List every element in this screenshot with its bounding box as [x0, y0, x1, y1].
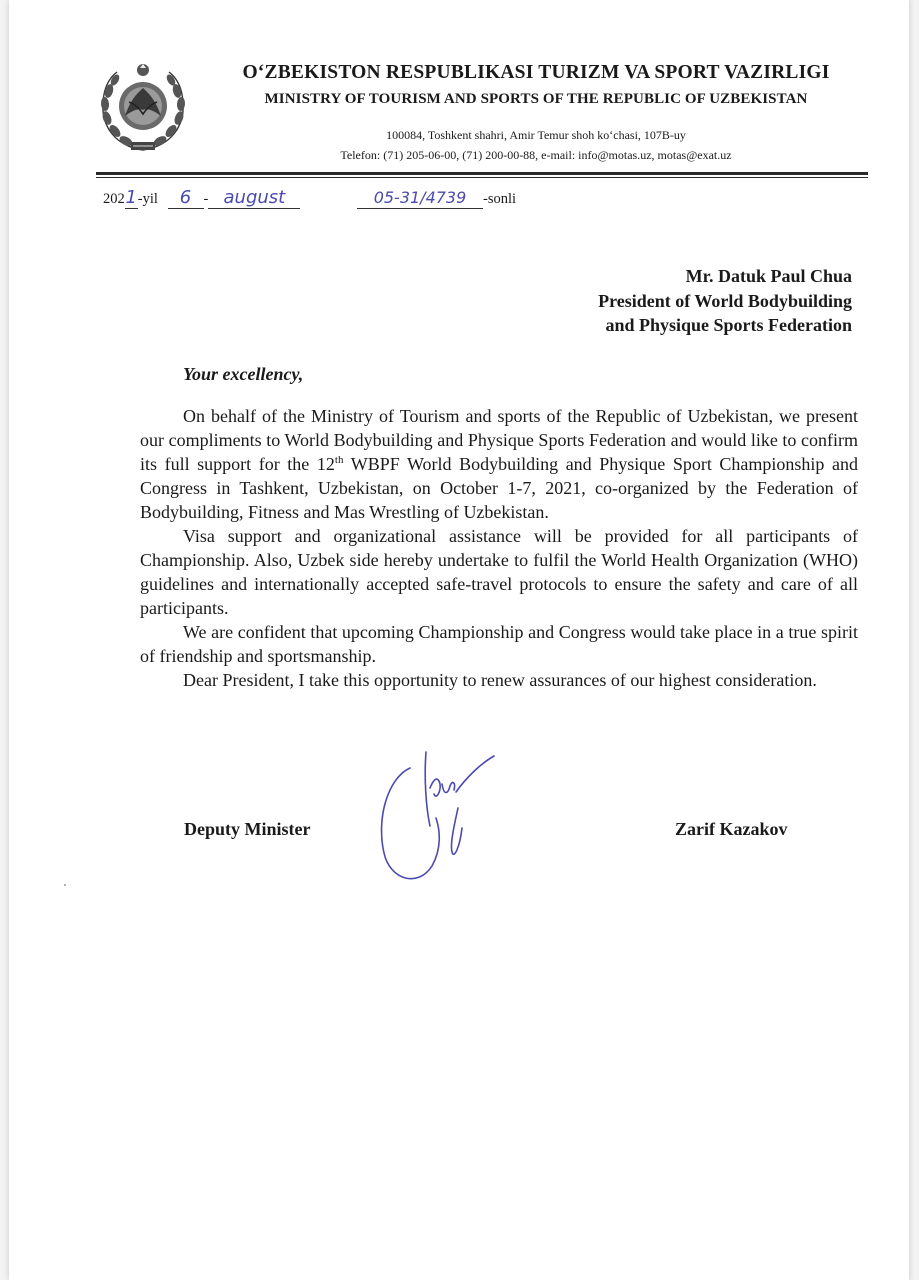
header-rule-thin: [96, 177, 868, 178]
salutation: Your excellency,: [183, 364, 304, 384]
reference-number: [357, 188, 516, 209]
ministry-name-en: MINISTRY OF TOURISM AND SPORTS OF THE REPUBLIC OF UZBEKISTAN: [264, 91, 808, 107]
sonli-label: -sonli: [483, 191, 517, 207]
handwritten-signature: [370, 748, 505, 893]
ordinal-suffix: th: [334, 454, 344, 466]
yil-label: -yil: [137, 191, 158, 207]
addressee-title: President of World Bodybuilding: [598, 290, 852, 311]
reference-date: [103, 188, 300, 209]
paragraph-1-text-cont: WBPF World Bodybuilding and Physique Sport Championship and Congress in Tashkent, Uzbekistan, on October 1-7, 2021, co-organized by the Federation of Bodybuilding, Fitness and Mas Wrestling of Uzbekistan.: [140, 454, 858, 522]
state-emblem-icon: [95, 58, 191, 158]
paragraph-1: [140, 404, 858, 524]
signatory-title: Deputy Minister: [184, 819, 311, 839]
ministry-address: 100084, Toshkent shahri, Amir Temur shoh ko‘chasi, 107B-uy: [386, 128, 686, 142]
month-handwritten: august: [208, 188, 300, 209]
paragraph-2: Visa support and organizational assistance will be provided for all participants of Championship. Also, Uzbek side hereby undertake to fulfil the World Health Organization (WHO) guidelines and internationally accepted safe-travel protocols to ensure the safety and care of all participants.: [140, 526, 858, 618]
day-handwritten: 6: [168, 188, 204, 209]
signatory-name: Zarif Kazakov: [675, 819, 788, 839]
addressee-block: [480, 264, 852, 338]
letter-body: [140, 404, 858, 692]
addressee-organization: and Physique Sports Federation: [605, 315, 852, 335]
number-handwritten: 05-31/4739: [357, 188, 483, 209]
addressee-name: Mr. Datuk Paul Chua: [685, 266, 852, 286]
month-dash: -: [203, 191, 209, 207]
paragraph-3: We are confident that upcoming Championship and Congress would take place in a true spirit of friendship and sportsmanship.: [140, 622, 858, 666]
header-rule-thick: [96, 172, 868, 175]
paragraph-4: Dear President, I take this opportunity to renew assurances of our highest consideration.: [183, 670, 817, 690]
scan-speck: [64, 884, 66, 886]
ministry-name-uz: O‘ZBEKISTON RESPUBLIKASI TURIZM VA SPORT VAZIRLIGI: [242, 62, 830, 83]
ministry-contacts: Telefon: (71) 205-06-00, (71) 200-00-88, e-mail: info@motas.uz, motas@exat.uz: [340, 148, 732, 162]
paragraph-1-text: On behalf of the Ministry of Tourism and sports of the Republic of Uzbekistan, we present our compliments to World Bodybuilding and Physique Sports Federation and would like to confirm its full support for the 12: [140, 406, 858, 474]
year-handwritten: 1: [125, 187, 137, 208]
year-prefix: 202: [103, 191, 125, 207]
